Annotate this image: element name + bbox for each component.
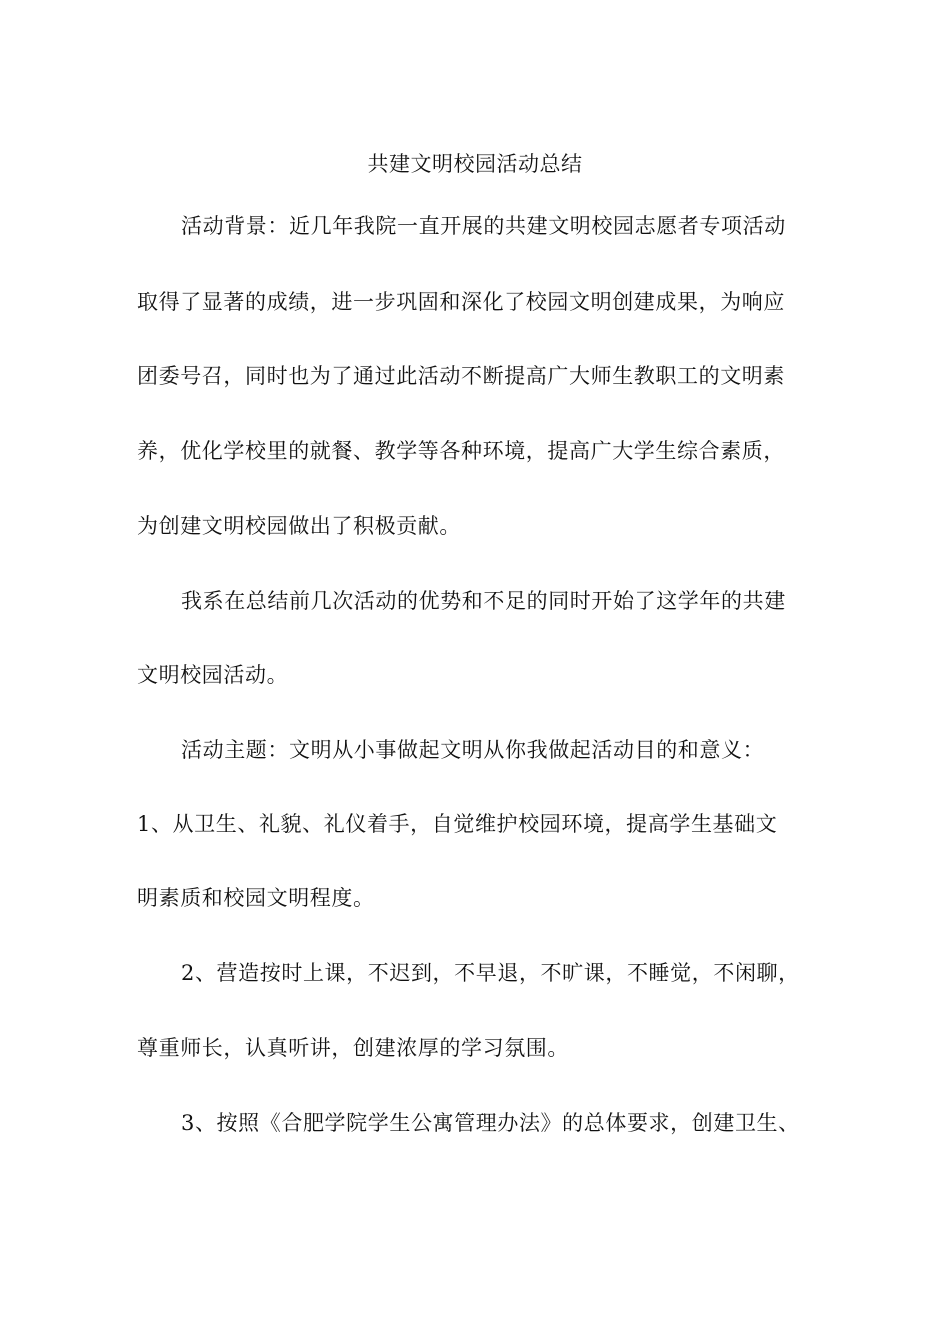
paragraph-line: 活动主题：文明从小事做起文明从你我做起活动目的和意义： <box>181 738 765 762</box>
list-item-line: 2、营造按时上课，不迟到，不早退，不旷课，不睡觉，不闲聊， <box>181 961 800 985</box>
list-item-line: 3、按照《合肥学院学生公寓管理办法》的总体要求，创建卫生、 <box>181 1111 800 1135</box>
paragraph-line: 为创建文明校园做出了积极贡献。 <box>137 514 461 538</box>
document-title: 共建文明校园活动总结 <box>367 152 583 176</box>
paragraph-line: 我系在总结前几次活动的优势和不足的同时开始了这学年的共建 <box>181 589 786 613</box>
list-item-line: 明素质和校园文明程度。 <box>137 886 375 910</box>
list-item-line: 尊重师长，认真听讲，创建浓厚的学习氛围。 <box>137 1036 569 1060</box>
paragraph-line: 团委号召，同时也为了通过此活动不断提高广大师生教职工的文明素 <box>137 364 785 388</box>
paragraph-line: 养，优化学校里的就餐、教学等各种环境，提高广大学生综合素质， <box>137 439 785 463</box>
list-item-line: 1、从卫生、礼貌、礼仪着手，自觉维护校园环境，提高学生基础文 <box>137 812 778 836</box>
paragraph-line: 文明校园活动。 <box>137 663 289 687</box>
paragraph-line: 取得了显著的成绩，进一步巩固和深化了校园文明创建成果，为响应 <box>137 290 785 314</box>
paragraph-line: 活动背景：近几年我院一直开展的共建文明校园志愿者专项活动 <box>181 214 786 238</box>
